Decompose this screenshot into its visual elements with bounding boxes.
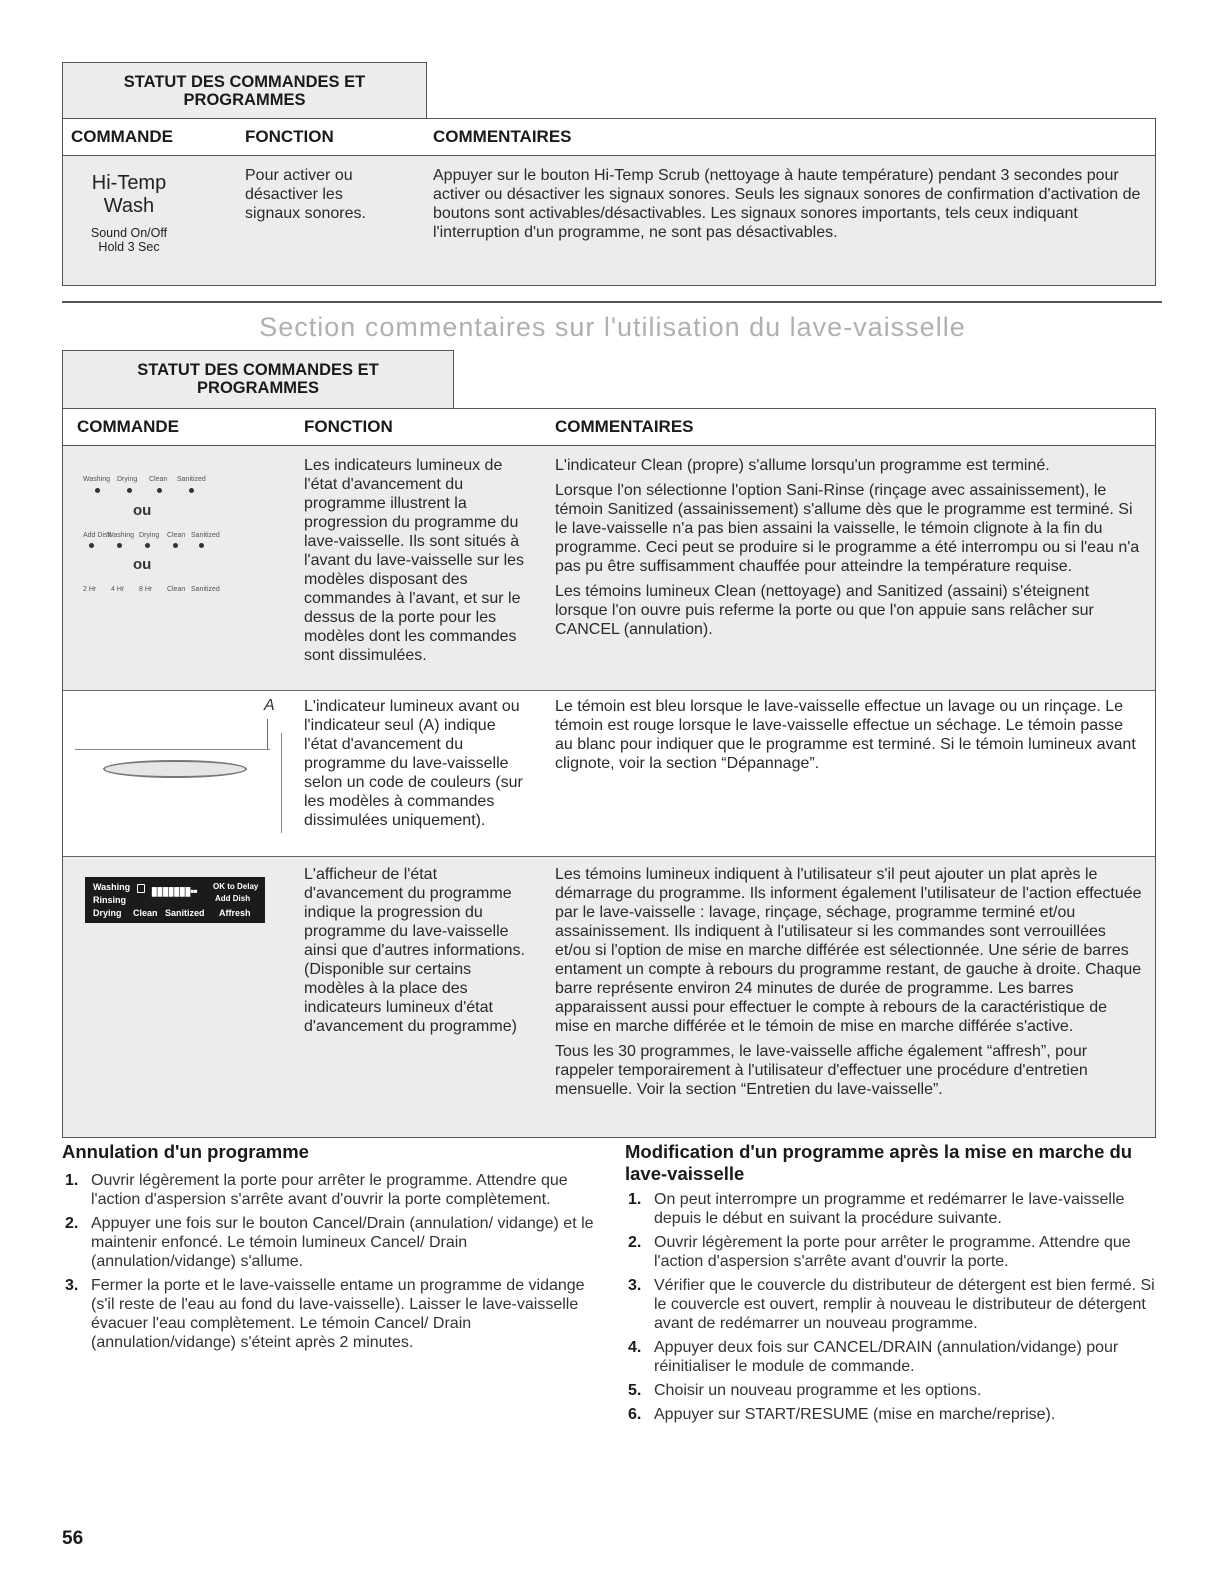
lcd-ok-to-delay: OK to Delay [213, 882, 259, 891]
front-light-graphic [75, 697, 285, 817]
lock-icon [137, 884, 145, 893]
status-indicators-graphic [83, 476, 273, 636]
row1-comment-p2: Lorsque l'on sélectionne l'option Sani-Rinse (rinçage avec assainissement), le témoin Sanitized (assainissement) s'allume dès que le programme est terminé. Si le lave-vaisselle n'a pas bien assaini la vaisselle, le témoin clignote à la fin du programme. Ceci peut se produire si le programme a été interrompu ou si l'eau n'a pas pu être suffisamment chauffée pour atteindre la température requise. [555, 482, 1140, 575]
indicator-dot [189, 488, 194, 493]
table1-row [62, 156, 1156, 286]
lcd-rinsing: Rinsing [93, 895, 126, 905]
panel-edge [281, 733, 282, 833]
indicator-label: Clean [149, 476, 168, 483]
lcd-washing: Washing [93, 882, 131, 892]
table1-col-commentaires: COMMENTAIRES [433, 127, 572, 146]
modify-steps [625, 1190, 1155, 1429]
section-title: Section commentaires sur l'utilisation du lave-vaisselle [259, 312, 966, 342]
table2-body [62, 446, 1156, 1138]
row1-comment-p1: L'indicateur Clean (propre) s'allume lorsqu'un programme est terminé. [555, 457, 1050, 474]
cancel-heading: Annulation d'un programme [62, 1141, 309, 1162]
indicator-label: Clean [167, 532, 186, 539]
list-item: 2. Appuyer une fois sur le bouton Cancel/Drain (annulation/ vidange) et le maintenir enfoncé. Le témoin lumineux Cancel/ Drain (annulation/vidange) s'allume. [65, 1215, 594, 1270]
section-divider [62, 301, 1162, 303]
indicator-label: 8 Hr [139, 586, 153, 593]
row3-fonction: L'afficheur de l'état d'avancement du programme indique la progression du programme du lave-vaisselle ainsi que d'autres informations. (Disponible sur certains modèles à la place des indicateurs lumineux d'état d'avancement du programme) [304, 866, 525, 1035]
countdown-bars-icon: ▮▮▮▮▮▮▮▪▪ [151, 884, 197, 898]
hi-temp-button-graphic [69, 172, 189, 254]
indicator-label: Drying [117, 476, 138, 483]
lcd-drying: Drying [93, 908, 122, 918]
indicator-label: Clean [167, 586, 186, 593]
table2-col-fonction: FONCTION [304, 417, 393, 436]
table2-col-commande: COMMANDE [77, 417, 179, 436]
row1-commentaires [555, 456, 1145, 645]
label-a: A [264, 697, 275, 714]
list-item: 3. Vérifier que le couvercle du distributeur de détergent est bien fermé. Si le couvercle est ouvert, remplir à nouveau le distributeur de détergent avant de redémarrer un nouveau programme. [628, 1277, 1155, 1332]
indicator-dot [145, 543, 150, 548]
table1-tab-title: STATUT DES COMMANDES ET PROGRAMMES [123, 73, 366, 109]
table1-col-fonction: FONCTION [245, 127, 334, 146]
row3-commentaires [555, 865, 1145, 1105]
front-light-bar [103, 760, 247, 778]
lcd-sanitized: Sanitized [165, 908, 205, 918]
indicator-dot [95, 488, 100, 493]
modify-heading: Modification d'un programme après la mise en marche du lave-vaisselle [625, 1141, 1133, 1184]
cancel-steps [62, 1171, 594, 1357]
leader-line [267, 719, 268, 749]
table2-tab [62, 350, 454, 409]
wash-label: Wash [103, 195, 155, 217]
progress-display-graphic [85, 877, 265, 923]
indicator-dot [127, 488, 132, 493]
indicator-dot [89, 543, 94, 548]
table1-header [62, 118, 1156, 156]
list-item: 5. Choisir un nouveau programme et les options. [628, 1382, 982, 1399]
table1-commentaires: Appuyer sur le bouton Hi-Temp Scrub (nettoyage à haute température) pendant 3 secondes pour activer ou désactiver les signaux sonores. Seuls les signaux sonores de confirmation d'activation de boutons sont activables/désactivables. Les signaux sonores importants, tels ceux indiquant l'interruption d'un programme, ne sont pas désactivables. [433, 167, 1141, 241]
table1-fonction: Pour activer ou désactiver les signaux sonores. [245, 167, 366, 222]
indicator-label: 2 Hr [83, 586, 97, 593]
list-item: 1. Ouvrir légèrement la porte pour arrêter le programme. Attendre que l'action d'aspersion s'arrête avant d'ouvrir la porte complètement. [65, 1172, 568, 1208]
table2-row3 [63, 856, 1155, 1139]
ou-label: ou [133, 502, 152, 519]
indicator-label: Add Dish [83, 532, 112, 539]
table2-row2 [63, 690, 1155, 857]
list-item: 3. Fermer la porte et le lave-vaisselle entame un programme de vidange (s'il reste de l'eau au fond du lave-vaisselle). Laisser le lave-vaisselle évacuer l'eau complètement. Le témoin Cancel/ Drain (annulation/vidange) s'éteint après 2 minutes. [65, 1277, 585, 1351]
lcd-affresh: Affresh [219, 908, 251, 918]
table2-header [62, 408, 1156, 446]
panel-line [75, 749, 270, 750]
list-item: 4. Appuyer deux fois sur CANCEL/DRAIN (annulation/vidange) pour réinitialiser le module de commande. [628, 1339, 1119, 1375]
row2-fonction: L'indicateur lumineux avant ou l'indicateur seul (A) indique l'état d'avancement du programme du lave-vaisselle selon un code de couleurs (sur les modèles à commandes dissimulées uniquement). [304, 698, 523, 829]
ou-label: ou [133, 556, 152, 573]
table1-tab [62, 62, 427, 119]
list-item: 1. On peut interrompre un programme et redémarrer le lave-vaisselle depuis le début en suivant la procédure suivante. [628, 1191, 1125, 1227]
page-number: 56 [62, 1528, 84, 1549]
indicator-label: Sanitized [191, 586, 220, 593]
indicator-label: Sanitized [177, 476, 206, 483]
indicator-label: Drying [139, 532, 160, 539]
table2-col-commentaires: COMMENTAIRES [555, 417, 694, 436]
indicator-dot [173, 543, 178, 548]
row1-comment-p3: Les témoins lumineux Clean (nettoyage) and Sanitized (assaini) s'éteignent lorsque l'on ouvre puis referme la porte ou que l'on appuie sans relâcher sur CANCEL (annulation). [555, 583, 1094, 638]
list-item: 6. Appuyer sur START/RESUME (mise en marche/reprise). [628, 1406, 1056, 1423]
row3-comment-p2: Tous les 30 programmes, le lave-vaisselle affiche également “affresh”, pour rappeler temporairement à l'utilisateur d'effectuer une procédure d'entretien mensuelle. Voir la section “Entretien du lave-vaisselle”. [555, 1043, 1088, 1098]
lcd-add-dish: Add Dish [215, 894, 251, 903]
lcd-clean: Clean [133, 908, 158, 918]
indicator-label: Sanitized [191, 532, 220, 539]
row1-fonction: Les indicateurs lumineux de l'état d'avancement du programme illustrent la progression du programme du lave-vaisselle. Ils sont situés à l'avant du lave-vaisselle sur les modèles disposant des commandes à l'avant, et sur le dessus de la porte pour les modèles dont les commandes sont dissimulées. [304, 457, 525, 664]
indicator-label: 4 Hr [111, 586, 125, 593]
indicator-dot [199, 543, 204, 548]
list-item: 2. Ouvrir légèrement la porte pour arrêter le programme. Attendre que l'action d'aspersion s'arrête avant d'ouvrir la porte. [628, 1234, 1131, 1270]
hi-temp-label: Hi-Temp [91, 172, 167, 194]
indicator-dot [157, 488, 162, 493]
indicator-label: Washing [83, 476, 110, 483]
indicator-dot [117, 543, 122, 548]
row3-comment-p1: Les témoins lumineux indiquent à l'utilisateur s'il peut ajouter un plat après le démarrage du programme. Ils informent également l'utilisateur de l'action effectuée par le lave-vaisselle : lavage, rinçage, séchage, programme terminé et/ou assainissement. Ils indiquent à l'utilisateur si les commandes sont verrouillées et/ou si l'option de mise en marche différée est sélectionnée. Une série de barres entament un compte à rebours du programme restant, de gauche à droite. Chaque barre représente environ 24 minutes de durée de programme. Les barres apparaissent aussi pour effectuer le compte à rebours de la caractéristique de mise en marche différée et le témoin de mise en marche différée s'active. [555, 866, 1142, 1035]
table2-tab-title: STATUT DES COMMANDES ET PROGRAMMES [137, 361, 379, 397]
table1-col-commande: COMMANDE [71, 127, 173, 146]
hold-label: Hold 3 Sec [98, 240, 160, 254]
sound-label: Sound On/Off [90, 226, 168, 240]
indicator-label: Washing [107, 532, 134, 539]
row2-commentaires: Le témoin est bleu lorsque le lave-vaisselle effectue un lavage ou un rinçage. Le témoin est rouge lorsque le lave-vaisselle effectue un séchage. Le témoin passe au blanc pour indiquer que le programme est terminé. Si le témoin lumineux avant clignote, voir la section “Dépannage”. [555, 698, 1136, 772]
